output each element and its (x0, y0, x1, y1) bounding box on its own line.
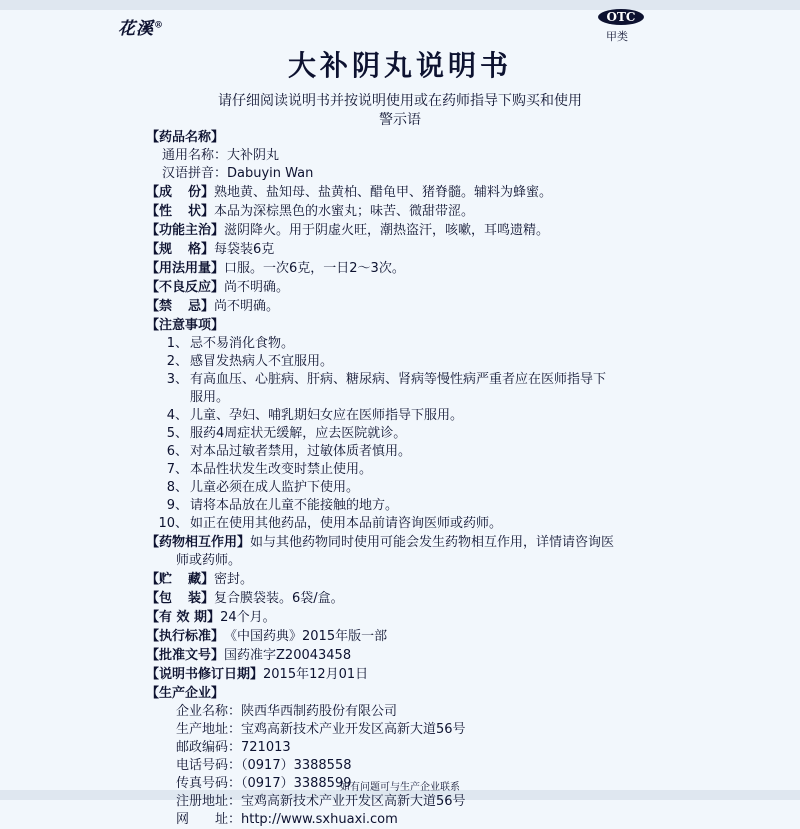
brand-logo (118, 14, 164, 39)
precaution-text: 有高血压、心脏病、肝病、糖尿病、肾病等慢性病严重者应在医师指导下 (190, 372, 607, 387)
adverse-label: 【不良反应】 (146, 280, 225, 295)
appearance-value: 本品为深棕黑色的水蜜丸；味苦、微甜带涩。 (214, 204, 475, 219)
package-section (146, 589, 686, 608)
precaution-number: 1、 (166, 336, 188, 351)
dosage-label: 【用法用量】 (146, 261, 225, 276)
indications-label: 【功能主治】 (146, 223, 225, 238)
revision-section (146, 665, 686, 684)
manufacturer-line: 电话号码：（0917）3388558 (176, 758, 352, 773)
ingredients-label: 【成 份】 (146, 185, 214, 200)
top-edge (0, 0, 800, 10)
precaution-text: 儿童必须在成人监护下使用。 (190, 480, 360, 495)
storage-label: 【贮 藏】 (146, 572, 214, 587)
precaution-text: 如正在使用其他药品，使用本品前请咨询医师或药师。 (190, 516, 503, 531)
precaution-item (146, 389, 686, 407)
precautions-list (146, 335, 686, 533)
precaution-text: 本品性状发生改变时禁止使用。 (190, 462, 373, 477)
approval-value: 国药准字Z20043458 (224, 648, 352, 663)
adverse-value: 尚不明确。 (224, 280, 290, 295)
precaution-item (146, 407, 686, 425)
precaution-text: 服用。 (190, 390, 230, 405)
appearance-section (146, 202, 686, 221)
dosage-section (146, 259, 686, 278)
approval-section (146, 646, 686, 665)
drug-name-section (146, 128, 686, 147)
adverse-section (146, 278, 686, 297)
validity-label: 【有 效 期】 (146, 610, 221, 625)
revision-value: 2015年12月01日 (263, 667, 369, 682)
precaution-number: 10、 (158, 516, 188, 531)
spec-section (146, 240, 686, 259)
precaution-item (146, 443, 686, 461)
contraindications-label: 【禁 忌】 (146, 299, 214, 314)
precaution-text: 儿童、孕妇、哺乳期妇女应在医师指导下服用。 (190, 408, 464, 423)
package-value: 复合膜袋装。6袋/盒。 (214, 591, 344, 606)
leaflet-body (146, 128, 686, 829)
manufacturer-line: 传真号码：（0917）3388599 (176, 776, 352, 791)
precaution-number: 5、 (166, 426, 188, 441)
generic-name: 通用名称：大补阴丸 (162, 148, 280, 163)
precaution-number: 4、 (166, 408, 188, 423)
manufacturer-section (146, 684, 686, 703)
appearance-label: 【性 状】 (146, 204, 214, 219)
precaution-text: 服药4周症状无缓解，应去医院就诊。 (190, 426, 407, 441)
contact-footer: 如有问题可与生产企业联系 (340, 782, 460, 793)
interactions-value-cont: 师或药师。 (176, 553, 242, 568)
storage-section (146, 570, 686, 589)
precaution-number (146, 389, 188, 407)
registered-mark: ® (154, 20, 164, 31)
precaution-number: 9、 (166, 498, 188, 513)
standard-label: 【执行标准】 (146, 629, 225, 644)
drug-name-label: 【药品名称】 (146, 130, 225, 145)
manufacturer-label: 【生产企业】 (146, 686, 225, 701)
precaution-text: 感冒发热病人不宜服用。 (190, 354, 334, 369)
otc-category: 甲类 (606, 30, 628, 43)
precaution-number: 7、 (166, 462, 188, 477)
package-label: 【包 装】 (146, 591, 214, 606)
precaution-text: 对本品过敏者禁用，过敏体质者慎用。 (190, 444, 412, 459)
brand-name: 花溪 (118, 19, 154, 39)
revision-label: 【说明书修订日期】 (146, 667, 264, 682)
precaution-number: 8、 (166, 480, 188, 495)
ingredients-section (146, 183, 686, 202)
precaution-item (146, 461, 686, 479)
page-title: 大补阴丸说明书 (287, 49, 512, 82)
storage-value: 密封。 (214, 572, 254, 587)
precaution-number: 6、 (166, 444, 188, 459)
precautions-label: 【注意事项】 (146, 318, 225, 333)
standard-section (146, 627, 686, 646)
precaution-item (146, 353, 686, 371)
manufacturer-line: 注册地址：宝鸡高新技术产业开发区高新大道56号 (176, 794, 466, 809)
manufacturer-details (146, 703, 686, 829)
precaution-item (146, 371, 686, 389)
pinyin-name: 汉语拼音：Dabuyin Wan (162, 166, 314, 181)
manufacturer-line: 生产地址：宝鸡高新技术产业开发区高新大道56号 (176, 722, 466, 737)
precaution-number: 2、 (166, 354, 188, 369)
ingredients-value: 熟地黄、盐知母、盐黄柏、醋龟甲、猪脊髓。辅料为蜂蜜。 (214, 185, 553, 200)
interactions-label: 【药物相互作用】 (146, 535, 251, 550)
otc-badge: OTC (598, 9, 644, 25)
usage-advice: 请仔细阅读说明书并按说明使用或在药师指导下购买和使用 (218, 93, 582, 109)
contraindications-value: 尚不明确。 (214, 299, 280, 314)
precaution-item (146, 497, 686, 515)
approval-label: 【批准文号】 (146, 648, 225, 663)
manufacturer-line: 邮政编码：721013 (176, 740, 291, 755)
manufacturer-line: 网 址：http://www.sxhuaxi.com (176, 812, 398, 827)
validity-value: 24个月。 (220, 610, 276, 625)
indications-section (146, 221, 686, 240)
precaution-item (146, 479, 686, 497)
standard-value: 《中国药典》2015年版一部 (224, 629, 388, 644)
precautions-section (146, 316, 686, 335)
indications-value: 滋阴降火。用于阴虚火旺，潮热盗汗，咳嗽，耳鸣遗精。 (224, 223, 550, 238)
spec-label: 【规 格】 (146, 242, 214, 257)
precaution-text: 请将本品放在儿童不能接触的地方。 (190, 498, 399, 513)
interactions-value: 如与其他药物同时使用可能会发生药物相互作用，详情请咨询医 (250, 535, 615, 550)
contraindications-section (146, 297, 686, 316)
precaution-item (146, 515, 686, 533)
precaution-item (146, 425, 686, 443)
spec-value: 每袋装6克 (214, 242, 275, 257)
manufacturer-line: 企业名称：陕西华西制药股份有限公司 (176, 704, 398, 719)
warning-heading: 警示语 (379, 112, 421, 128)
dosage-value: 口服。一次6克，一日2～3次。 (224, 261, 405, 276)
interactions-section (146, 533, 686, 552)
precaution-item (146, 335, 686, 353)
precaution-text: 忌不易消化食物。 (190, 336, 295, 351)
precaution-number: 3、 (166, 372, 188, 387)
validity-section (146, 608, 686, 627)
